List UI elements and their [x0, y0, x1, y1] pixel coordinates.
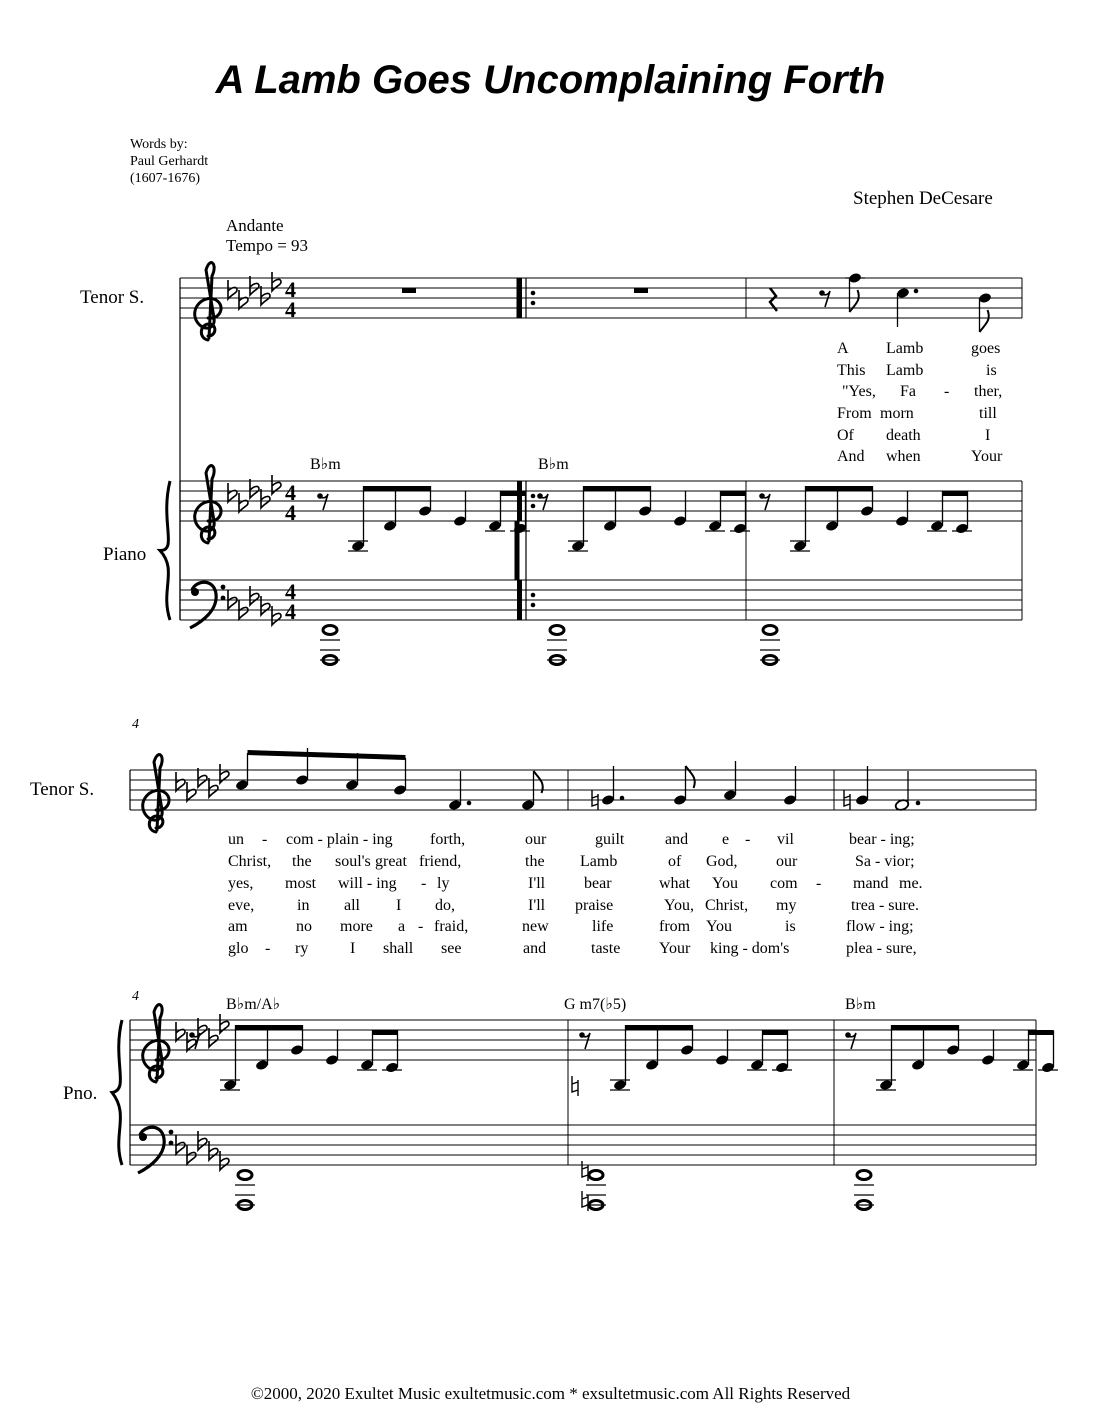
- whole-note: [763, 626, 777, 635]
- lyric-syllable: I: [396, 897, 402, 914]
- lyric-syllable: ry: [295, 940, 309, 957]
- lyric-syllable: trea - sure.: [851, 897, 919, 914]
- lyric-syllable: flow - ing;: [846, 918, 914, 935]
- lyric-syllable: You: [712, 875, 738, 892]
- whole-note: [238, 1171, 252, 1180]
- lyric-syllable: "Yes,: [842, 383, 876, 400]
- piano-staff-label: Piano: [103, 544, 147, 565]
- treble-clef: [143, 1005, 169, 1082]
- beam: [236, 1025, 303, 1030]
- lyric-syllable: king - dom's: [710, 940, 790, 957]
- lyric-syllable: till: [979, 405, 997, 422]
- lyric-syllable: bear: [584, 875, 612, 892]
- lyric-syllable: You: [706, 918, 732, 935]
- lyric-syllable: I'll: [528, 897, 546, 914]
- lyric-syllable: com: [770, 875, 798, 892]
- lyric-syllable: and: [523, 940, 547, 957]
- beam: [364, 486, 431, 491]
- lyric-syllable: most: [285, 875, 317, 892]
- tempo-marking: Andante: [226, 216, 284, 235]
- lyric-syllable: no: [296, 918, 312, 935]
- treble-clef: [143, 755, 169, 832]
- beam: [626, 1025, 693, 1030]
- lyric-syllable: This: [837, 362, 866, 379]
- lyric-syllable: Christ,: [228, 853, 272, 870]
- lyric-syllable: -: [745, 831, 751, 848]
- measure-number: 4: [132, 717, 139, 732]
- time-signature-top: 4: [285, 579, 296, 604]
- whole-note: [323, 626, 337, 635]
- lyric-syllable: glo: [228, 940, 249, 957]
- lyric-syllable: -: [418, 918, 424, 935]
- lyric-syllable: the: [525, 853, 545, 870]
- eighth-rest: [819, 290, 830, 307]
- key-signature: [228, 586, 281, 625]
- lyric-syllable: death: [886, 427, 921, 444]
- lyric-syllable: shall: [383, 940, 414, 957]
- augmentation-dot: [531, 504, 536, 509]
- lyric-syllable: -: [944, 383, 950, 400]
- whole-note: [589, 1171, 603, 1180]
- beam: [721, 491, 746, 496]
- lyric-syllable: ly: [437, 875, 450, 892]
- lyric-syllable: new: [522, 918, 549, 935]
- chord-symbol: G m7(♭5): [564, 996, 627, 1013]
- lyric-syllable: of: [668, 853, 682, 870]
- lyric-syllable: I'll: [528, 875, 546, 892]
- lyric-syllable: our: [776, 853, 798, 870]
- augmentation-dot: [914, 289, 919, 294]
- lyric-syllable: our: [525, 831, 547, 848]
- treble-clef: [195, 263, 221, 340]
- lyric-syllable: Your: [971, 448, 1003, 465]
- beam: [248, 750, 406, 760]
- lyric-syllable: Your: [659, 940, 691, 957]
- lyric-syllable: You,: [664, 897, 694, 914]
- lyric-syllable: vil: [777, 831, 794, 848]
- lyric-syllable: is: [986, 362, 997, 379]
- lyric-syllable: un: [228, 831, 244, 848]
- lyric-syllable: I: [350, 940, 356, 957]
- beam: [1029, 1030, 1054, 1035]
- lyric-syllable: and: [665, 831, 689, 848]
- lyric-syllable: what: [659, 875, 691, 892]
- lyric-syllable: the: [292, 853, 312, 870]
- augmentation-dot: [531, 301, 536, 306]
- piano-brace: [160, 481, 170, 620]
- beam: [943, 491, 968, 496]
- augmentation-dot: [916, 801, 921, 806]
- lyric-syllable: morn: [880, 405, 914, 422]
- time-signature-top: 4: [285, 480, 296, 505]
- chord-symbol: B♭m: [310, 456, 341, 473]
- lyric-syllable: Sa - vior;: [855, 853, 915, 870]
- lyric-syllable: A: [837, 340, 849, 357]
- lyric-syllable: And: [837, 448, 865, 465]
- chord-symbol: B♭m: [538, 456, 569, 473]
- treble-clef: [195, 466, 221, 543]
- lyric-syllable: -: [265, 940, 271, 957]
- lyricist-years: (1607-1676): [130, 171, 200, 186]
- augmentation-dot: [620, 796, 625, 801]
- composer-name: Stephen DeCesare: [853, 188, 993, 209]
- lyric-syllable: me.: [899, 875, 923, 892]
- time-signature-bottom: 4: [285, 599, 296, 624]
- lyricist-name: Paul Gerhardt: [130, 154, 209, 169]
- lyric-syllable: ther,: [974, 383, 1003, 400]
- lyric-syllable: God,: [706, 853, 738, 870]
- eighth-rest: [537, 493, 548, 510]
- augmentation-dot: [531, 494, 536, 499]
- lyric-syllable: Christ,: [705, 897, 749, 914]
- lyric-syllable: forth,: [430, 831, 466, 848]
- lyric-syllable: praise: [575, 897, 614, 914]
- lyric-syllable: Lamb: [886, 362, 924, 379]
- lyric-syllable: Lamb: [886, 340, 924, 357]
- eighth-rest: [579, 1032, 590, 1049]
- lyric-syllable: all: [344, 897, 360, 914]
- piano-brace: [112, 1020, 122, 1165]
- lyric-syllable: eve,: [228, 897, 255, 914]
- tenor-staff-label: Tenor S.: [30, 779, 95, 800]
- repeat-barline-thick: [517, 580, 522, 620]
- lyric-syllable: I: [985, 427, 991, 444]
- lyric-syllable: soul's: [335, 853, 371, 870]
- lyric-syllable: do,: [435, 897, 455, 914]
- lyric-syllable: friend,: [419, 853, 462, 870]
- time-signature-bottom: 4: [285, 297, 296, 322]
- whole-note: [550, 626, 564, 635]
- bass-clef: [190, 582, 225, 628]
- lyric-syllable: mand: [853, 875, 889, 892]
- lyric-syllable: is: [785, 918, 796, 935]
- lyric-syllable: see: [441, 940, 462, 957]
- eighth-rest: [845, 1032, 856, 1049]
- augmentation-dot: [531, 593, 536, 598]
- bass-clef: [138, 1127, 173, 1173]
- lyric-syllable: e: [722, 831, 730, 848]
- beam: [806, 486, 873, 491]
- beam: [892, 1025, 959, 1030]
- whole-rest: [634, 288, 648, 293]
- eighth-rest: [759, 493, 770, 510]
- measure-number: 4: [132, 989, 139, 1004]
- natural-sign: [572, 1076, 578, 1096]
- lyric-syllable: a: [398, 918, 406, 935]
- lyric-syllable: am: [228, 918, 248, 935]
- time-signature-bottom: 4: [285, 500, 296, 525]
- copyright-footer: ©2000, 2020 Exultet Music exultetmusic.com * exsultetmusic.com All Rights Reserved: [250, 1384, 851, 1403]
- whole-rest: [402, 288, 416, 293]
- lyric-syllable: -: [816, 875, 822, 892]
- lyric-syllable: fraid,: [434, 918, 469, 935]
- lyric-syllable: when: [886, 448, 921, 465]
- lyric-syllable: yes,: [228, 875, 254, 892]
- lyric-syllable: Of: [837, 427, 854, 444]
- lyric-syllable: From: [837, 405, 872, 422]
- lyric-syllable: from: [659, 918, 691, 935]
- lyric-syllable: more: [340, 918, 373, 935]
- natural-sign: [582, 1161, 588, 1181]
- augmentation-dot: [467, 801, 472, 806]
- lyric-syllable: great: [375, 853, 407, 870]
- chord-symbol: B♭m: [845, 996, 876, 1013]
- lyric-syllable: -: [421, 875, 427, 892]
- augmentation-dot: [531, 603, 536, 608]
- lyric-syllable: bear - ing;: [849, 831, 915, 848]
- lyric-syllable: taste: [591, 940, 621, 957]
- lyric-syllable: my: [776, 897, 797, 914]
- page-title: A Lamb Goes Uncomplaining Forth: [215, 58, 886, 102]
- lyric-syllable: Fa: [900, 383, 916, 400]
- lyric-syllable: goes: [971, 340, 1001, 357]
- augmentation-dot: [531, 291, 536, 296]
- tempo-value: Tempo = 93: [226, 236, 309, 255]
- repeat-barline-thick: [517, 481, 522, 521]
- key-signature: [176, 1131, 229, 1170]
- whole-note: [857, 1171, 871, 1180]
- note-flag: [686, 766, 695, 788]
- natural-sign: [582, 1191, 588, 1211]
- note-flag: [980, 310, 989, 332]
- lyric-syllable: Lamb: [580, 853, 618, 870]
- lyric-syllable: guilt: [595, 831, 625, 848]
- note-flag: [850, 290, 859, 312]
- tenor-staff-label: Tenor S.: [80, 287, 145, 308]
- lyric-syllable: in: [297, 897, 310, 914]
- lyric-syllable: will - ing: [338, 875, 397, 892]
- piano-staff-label: Pno.: [63, 1083, 98, 1104]
- eighth-rest: [317, 493, 328, 510]
- lyric-syllable: plea - sure,: [846, 940, 917, 957]
- lyric-syllable: -: [262, 831, 268, 848]
- beam: [763, 1030, 788, 1035]
- beam: [584, 486, 651, 491]
- beam: [501, 491, 526, 496]
- chord-symbol: B♭m/A♭: [226, 996, 281, 1013]
- lyric-syllable: life: [592, 918, 614, 935]
- repeat-barline-thick: [517, 278, 522, 318]
- words-by-label: Words by:: [130, 137, 188, 152]
- lyric-syllable: com - plain - ing: [286, 831, 393, 848]
- time-signature-top: 4: [285, 277, 296, 302]
- beam: [373, 1030, 398, 1035]
